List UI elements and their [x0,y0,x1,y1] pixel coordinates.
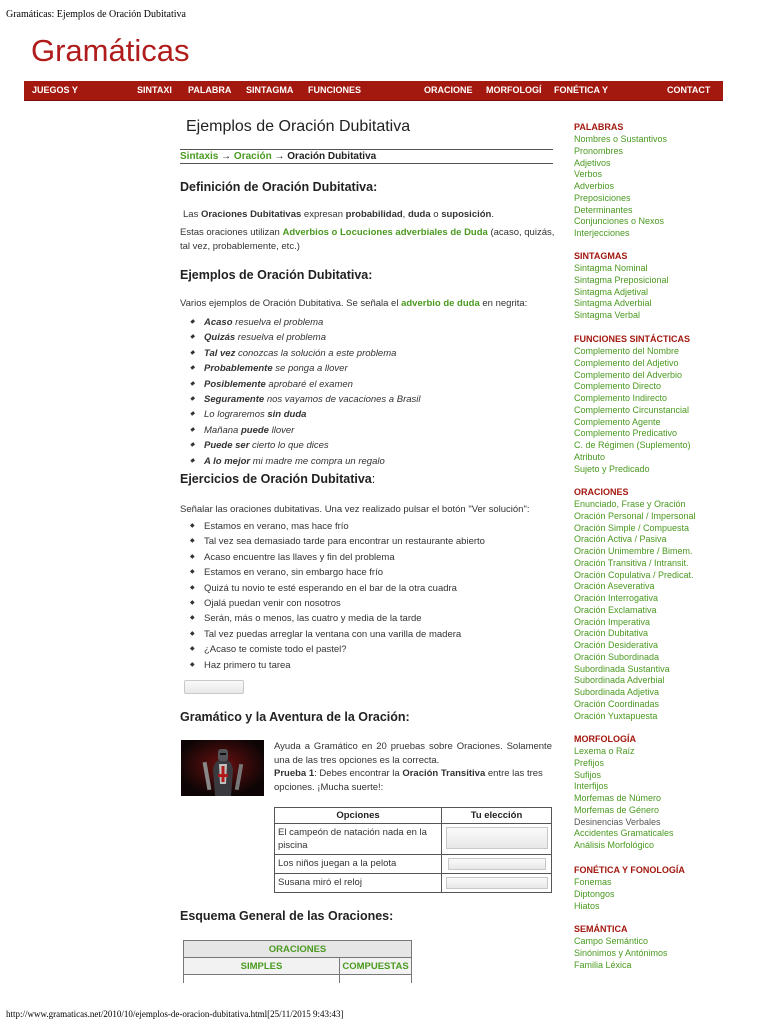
choice-cell [442,824,552,855]
esquema-simples: SIMPLES [184,958,340,975]
section-heading-esquema: Esquema General de las Oraciones: [180,909,394,923]
footer-url: http://www.gramaticas.net/2010/10/ejemplos-de-oracion-dubitativa.html[25/11/2015 9:43:43] [6,1009,344,1019]
option-text: Los niños juegan a la pelota [275,855,442,874]
sidebar-heading-morfologia: MORFOLOGÍA [574,734,636,744]
list-item: ◆ Seguramente nos vayamos de vacaciones a Brasil [190,392,421,407]
list-item: ◆ Mañana puede llover [190,423,421,438]
ejercicios-intro: Señalar las oraciones dubitativas. Una vez realizado pulsar el botón "Ver solución": [180,504,530,515]
list-item[interactable]: ◆ Haz primero tu tarea [190,658,485,673]
list-item[interactable]: ◆ ¿Acaso te comiste todo el pastel? [190,642,485,657]
sidebar-link-fonetica[interactable]: Hiatos [574,900,600,911]
sidebar-heading-fonetica: FONÉTICA Y FONOLOGÍA [574,865,685,875]
list-item: ◆ Puede ser cierto lo que dices [190,438,421,453]
sidebar-link-funciones[interactable]: Complemento Circunstancial [574,404,690,415]
sidebar-link-oraciones[interactable]: Oración Imperativa [574,616,651,627]
sidebar-link-oraciones[interactable]: Oración Personal / Impersonal [574,510,696,521]
sidebar-link-oraciones[interactable]: Oración Subordinada [574,651,660,662]
list-item[interactable]: ◆ Estamos en verano, mas hace frío [190,519,485,534]
option-text: El campeón de natación nada en la piscina [275,824,442,855]
sidebar-link-oraciones[interactable]: Oración Activa / Pasiva [574,534,667,545]
sidebar-link-palabras[interactable]: Conjunciones o Nexos [574,216,665,227]
sidebar-link-oraciones[interactable]: Oración Interrogativa [574,593,659,603]
nav-oraciones[interactable]: ORACIONE [424,85,473,95]
main-nav [24,81,723,101]
list-item: ◆ Probablemente se ponga a llover [190,361,421,376]
nav-fonetica[interactable]: FONÉTICA Y [554,85,609,95]
sidebar-link-oraciones[interactable]: Oración Aseverativa [574,581,655,592]
section-heading-aventura: Gramático y la Aventura de la Oración: [180,710,410,724]
gramatico-knight-image[interactable] [181,740,264,796]
sidebar-link-funciones[interactable]: Complemento del Adjetivo [574,357,679,368]
sidebar-link-funciones[interactable]: Sujeto y Predicado [574,463,650,474]
choice-button[interactable] [448,858,546,870]
sidebar-link-oraciones[interactable]: Subordinada Adverbial [574,675,665,686]
list-item: ◆ Quizás resuelva el problema [190,330,421,345]
sidebar-link-oraciones[interactable]: Oración Dubitativa [574,628,649,639]
sidebar-link-palabras[interactable]: Adjetivos [574,157,611,168]
esquema-cell [340,975,412,984]
sidebar-link-oraciones[interactable]: Oración Exclamativa [574,604,657,615]
table-row [275,855,552,874]
site-logo[interactable]: Gramáticas [31,33,190,68]
section-heading-definicion: Definición de Oración Dubitativa: [180,180,378,194]
list-item: ◆ Tal vez conozcas la solución a este problema [190,346,421,361]
list-item[interactable]: ◆ Ojalá puedan venir con nosotros [190,596,485,611]
list-item: ◆ Posiblemente aprobaré el examen [190,377,421,392]
sidebar-link-oraciones[interactable]: Oración Desiderativa [574,640,659,650]
sidebar-link-oraciones[interactable]: Subordinada Adjetiva [574,687,660,697]
nav-juegos[interactable]: JUEGOS Y [32,85,78,95]
sidebar-link-funciones[interactable]: Complemento Predicativo [574,428,678,439]
breadcrumb [180,151,376,162]
list-item[interactable]: ◆ Tal vez puedas arreglar la ventana con una varilla de madera [190,627,485,642]
choice-button[interactable] [446,827,548,849]
sidebar-link-oraciones[interactable]: Oración Simple / Compuesta [574,522,690,533]
sidebar-link-palabras[interactable]: Preposiciones [574,192,631,203]
sidebar-link-palabras[interactable]: Adverbios [574,181,615,191]
table-row [275,824,552,855]
breadcrumb-sep: → [218,151,234,162]
sidebar-link-funciones[interactable]: Complemento Agente [574,416,661,427]
sidebar-link-morfologia[interactable]: Prefijos [574,757,605,768]
list-item[interactable]: ◆ Acaso encuentre las llaves y fin del problema [190,550,485,565]
sidebar-heading-sintagmas: SINTAGMAS [574,251,628,261]
sidebar-link-funciones[interactable]: Complemento del Adverbio [574,369,683,380]
sidebar-link-funciones[interactable]: C. de Régimen (Suplemento) [574,440,691,450]
sidebar-link-sintagmas[interactable]: Sintagma Adverbial [574,298,652,309]
esquema-cell [184,975,340,984]
list-item: ◆ A lo mejor mi madre me compra un regalo [190,454,421,469]
breadcrumb-sintaxis[interactable]: Sintaxis [180,151,219,162]
column-header-opciones: Opciones [275,808,442,824]
esquema-table [183,940,412,983]
sidebar-link-palabras[interactable]: Determinantes [574,204,633,215]
column-header-eleccion: Tu elección [442,808,552,824]
sidebar-link-fonetica[interactable]: Fonemas [574,877,612,887]
sidebar-link-funciones[interactable]: Complemento del Nombre [574,346,680,356]
definicion-paragraph: Las Oraciones Dubitativas expresan probabilidad, duda o suposición. [183,209,494,220]
divider [180,163,553,164]
list-item[interactable]: ◆ Quizá tu novio te esté esperando en el bar de la otra cuadra [190,581,485,596]
sidebar-link-oraciones[interactable]: Oración Transitiva / Intransit. [574,557,689,568]
nav-palabra[interactable]: PALABRA [188,85,232,95]
ver-solucion-button[interactable] [184,680,244,694]
table-row [275,874,552,893]
sidebar-link-semantica[interactable]: Campo Semántico [574,936,649,946]
sidebar-link-oraciones[interactable]: Subordinada Sustantiva [574,663,670,674]
list-item: ◆ Lo lograremos sin duda [190,407,421,422]
esquema-compuestas: COMPUESTAS [340,958,412,975]
sidebar-link-morfologia[interactable]: Morfemas de Género [574,804,660,815]
esquema-oraciones: ORACIONES [184,941,412,958]
sidebar-link-sintagmas[interactable]: Sintagma Adjetival [574,286,649,297]
divider [180,149,553,150]
sidebar-link-fonetica[interactable]: Diptongos [574,888,615,899]
sidebar-link-morfologia[interactable]: Análisis Morfológico [574,840,655,850]
sidebar-link-oraciones[interactable]: Oración Unimembre / Bimem. [574,546,693,556]
nav-contact[interactable]: CONTACT [667,85,711,95]
sidebar-link-sintagmas[interactable]: Sintagma Preposicional [574,274,669,285]
sidebar-link-funciones[interactable]: Complemento Indirecto [574,393,668,403]
section-heading-ejercicios: Ejercicios de Oración Dubitativa: [180,472,376,486]
sidebar-link-sintagmas[interactable]: Sintagma Nominal [574,263,648,273]
list-item: ◆ Acaso resuelva el problema [190,315,421,330]
ejemplos-intro: Varios ejemplos de Oración Dubitativa. Se señala el adverbio de duda en negrita: [180,298,528,309]
sidebar-link-palabras[interactable]: Verbos [574,169,603,180]
aventura-prueba: Prueba 1: Debes encontrar la Oración Transitiva entre las tres opciones. ¡Mucha suerte!: [274,768,543,793]
tab-title: Gramáticas: Ejemplos de Oración Dubitativa [6,9,186,20]
adverbios-duda-link[interactable]: Adverbios o Locuciones adverbiales de Duda [282,227,488,238]
nav-morfologia[interactable]: MORFOLOGÍ [486,85,542,95]
sidebar-link-morfologia[interactable]: Sufijos [574,769,602,780]
sidebar-link-morfologia[interactable]: Lexema o Raíz [574,746,635,756]
breadcrumb-current: Oración Dubitativa [287,151,377,162]
opciones-table [274,807,552,893]
aventura-intro: Ayuda a Gramático en 20 pruebas sobre Oraciones. Solamente una de las tres opciones es la correcta. [274,741,552,766]
sidebar-link-palabras[interactable]: Nombres o Sustantivos [574,134,668,144]
breadcrumb-oracion[interactable]: Oración [233,151,272,162]
sidebar-link-sintagmas[interactable]: Sintagma Verbal [574,310,641,320]
sidebar-link-palabras[interactable]: Interjecciones [574,228,630,238]
sidebar-link-oraciones[interactable]: Oración Coordinadas [574,698,660,709]
sidebar-link-semantica[interactable]: Familia Léxica [574,959,632,970]
sidebar-link-oraciones[interactable]: Oración Yuxtapuesta [574,710,658,721]
nav-sintagma[interactable]: SINTAGMA [246,85,294,95]
sidebar-heading-palabras: PALABRAS [574,122,624,132]
nav-funciones[interactable]: FUNCIONES [308,85,362,95]
sidebar-link-palabras[interactable]: Pronombres [574,145,624,156]
adverbio-duda-link[interactable]: adverbio de duda [401,298,480,309]
sidebar-link-oraciones[interactable]: Enunciado, Frase y Oración [574,499,686,509]
sidebar-link-morfologia[interactable]: Morfemas de Número [574,793,662,803]
sidebar-heading-oraciones: ORACIONES [574,487,629,497]
list-item[interactable]: ◆ Estamos en verano, sin embargo hace frío [190,565,485,580]
sidebar-link-semantica[interactable]: Sinónimos y Antónimos [574,947,668,958]
breadcrumb-sep: → [271,151,288,162]
ejemplos-list [190,315,421,469]
choice-cell [442,874,552,893]
sidebar-link-morfologia[interactable]: Accidentes Gramaticales [574,828,674,839]
sidebar-link-morfologia[interactable]: Interfijos [574,781,609,792]
option-text: Susana miró el reloj [275,874,442,893]
sidebar-heading-semantica: SEMÁNTICA [574,924,628,934]
sidebar-link-funciones[interactable]: Complemento Directo [574,381,662,392]
list-item[interactable]: ◆ Serán, más o menos, las cuatro y media de la tarde [190,611,485,626]
sidebar-link-funciones[interactable]: Atributo [574,451,606,462]
nav-sintaxis[interactable]: SINTAXI [137,85,172,95]
choice-button[interactable] [446,877,548,889]
ejercicios-list [190,519,485,673]
page-title: Ejemplos de Oración Dubitativa [186,118,411,135]
definicion-adverbios-paragraph: Estas oraciones utilizan Adverbios o Locuciones adverbiales de Duda (acaso, quizás, tal vez, probablemente, etc.) [180,227,555,252]
choice-cell [442,855,552,874]
list-item[interactable]: ◆ Tal vez sea demasiado tarde para encontrar un restaurante abierto [190,534,485,549]
sidebar-link-morfologia[interactable]: Desinencias Verbales [574,816,661,827]
section-heading-ejemplos: Ejemplos de Oración Dubitativa: [180,268,373,282]
sidebar-link-oraciones[interactable]: Oración Copulativa / Predicat. [574,569,694,580]
sidebar-heading-funciones: FUNCIONES SINTÁCTICAS [574,334,691,344]
